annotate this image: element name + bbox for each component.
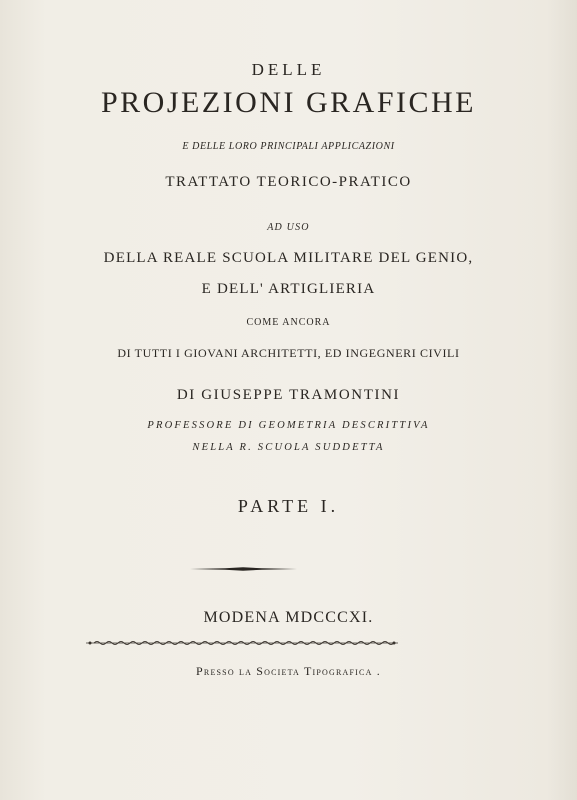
come-ancora-line: COME ANCORA [246,317,331,328]
main-title: PROJEZIONI GRAFICHE [100,86,476,119]
author-line: DI GIUSEPPE TRAMONTINI [176,387,401,403]
school-line: DELLA REALE SCUOLA MILITARE DEL GENIO, [103,250,474,266]
part-number: PARTE I. [237,496,340,516]
professor-line-1: PROFESSORE DI GEOMETRIA DESCRITTIVA [147,420,430,431]
title-delle: DELLE [251,60,326,79]
artillery-line: E DELL' ARTIGLIERIA [201,281,376,297]
treatise-line: TRATTATO TEORICO-PRATICO [165,174,412,190]
imprint-place-year: MODENA MDCCCXI. [203,609,374,626]
decorative-rule-short [190,567,297,571]
architects-line: DI TUTTI I GIOVANI ARCHITETTI, ED INGEGNERI CIVILI [117,346,460,360]
ad-uso-line: AD USO [267,222,310,233]
professor-line-2: NELLA R. SCUOLA SUDDETTA [192,442,385,453]
subtitle: E DELLE LORO PRINCIPALI APPLICAZIONI [182,141,395,152]
decorative-rule-ornamental [86,638,398,648]
printer-line: Presso la Societa Tipografica . [196,664,381,678]
